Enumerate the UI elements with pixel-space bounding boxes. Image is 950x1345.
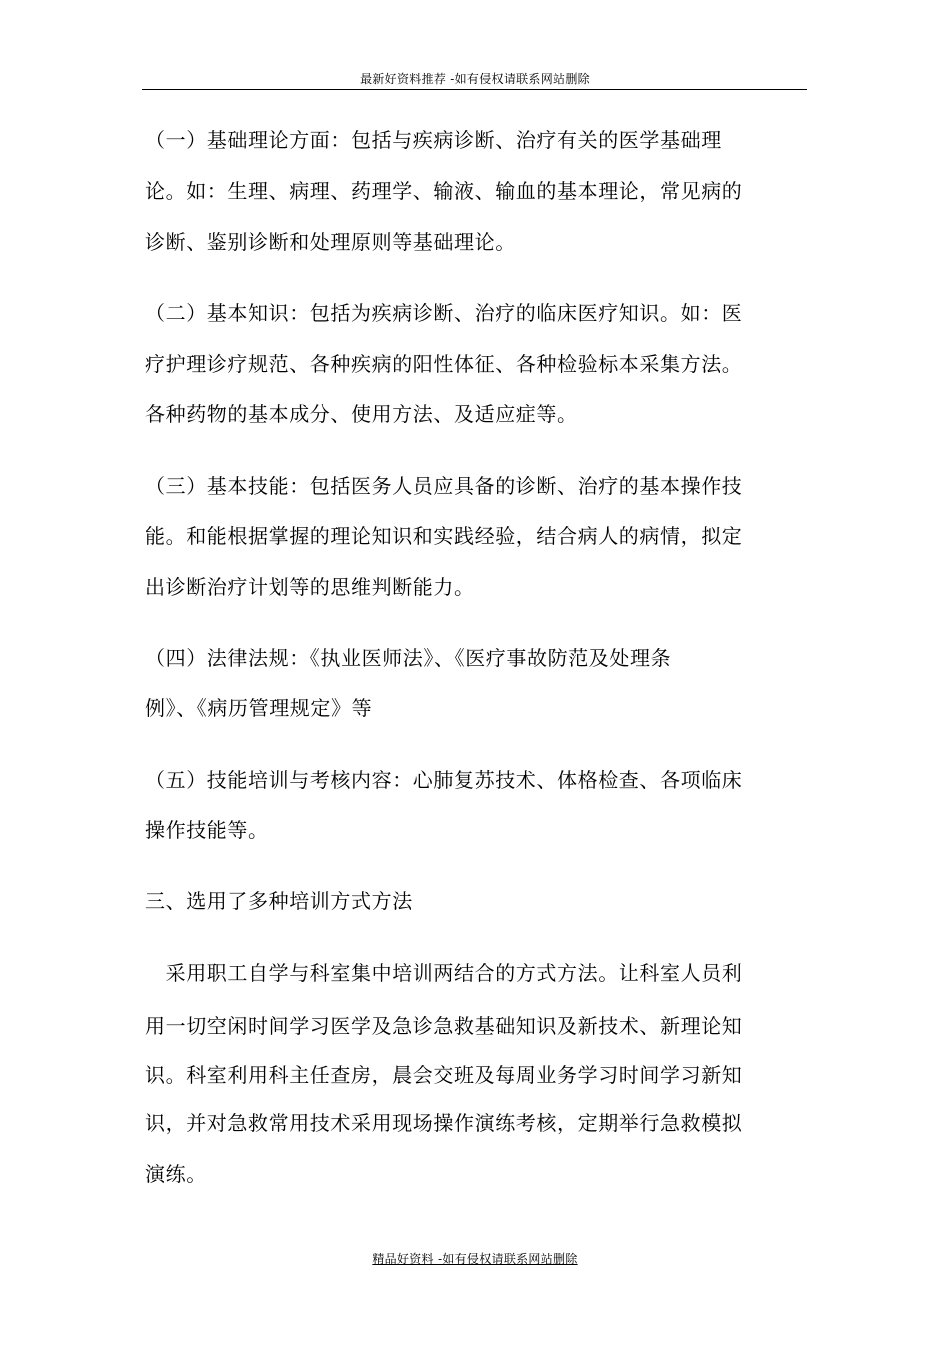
section-5-line-2: 操作技能等。: [145, 818, 269, 842]
section-3-line-2: 能。和能根据掌握的理论知识和实践经验，结合病人的病情，拟定: [145, 524, 743, 548]
paragraph-line-2: 用一切空闲时间学习医学及急诊急救基础知识及新技术、新理论知: [145, 1014, 743, 1038]
page-header: 最新好资料推荐 -如有侵权请联系网站删除: [360, 72, 590, 86]
section-3-line-3: 出诊断治疗计划等的思维判断能力。: [145, 575, 475, 599]
paragraph-line-3: 识。科室利用科主任查房，晨会交班及每周业务学习时间学习新知: [145, 1063, 743, 1087]
section-2-line-2: 疗护理诊疗规范、各种疾病的阳性体征、各种检验标本采集方法。: [145, 352, 743, 376]
heading-training-methods: 三、选用了多种培训方式方法: [145, 889, 413, 913]
section-1-line-1: （一）基础理论方面：包括与疾病诊断、治疗有关的医学基础理: [145, 128, 722, 152]
section-1-line-2: 论。如：生理、病理、药理学、输液、输血的基本理论，常见病的: [145, 179, 743, 203]
section-4-line-2: 例》、《病历管理规定》等: [145, 696, 373, 720]
section-5-line-1: （五）技能培训与考核内容：心肺复苏技术、体格检查、各项临床: [145, 768, 743, 792]
section-2-line-3: 各种药物的基本成分、使用方法、及适应症等。: [145, 402, 578, 426]
paragraph-line-1: 采用职工自学与科室集中培训两结合的方式方法。让科室人员利: [145, 961, 743, 985]
page-footer: 精品好资料 -如有侵权请联系网站删除: [372, 1252, 578, 1266]
section-3-line-1: （三）基本技能：包括医务人员应具备的诊断、治疗的基本操作技: [145, 474, 743, 498]
paragraph-line-5: 演练。: [145, 1162, 207, 1186]
header-rule: [142, 89, 807, 90]
section-4-line-1: （四）法律法规：《执业医师法》、《医疗事故防范及处理条: [145, 646, 672, 670]
section-2-line-1: （二）基本知识：包括为疾病诊断、治疗的临床医疗知识。如：医: [145, 301, 743, 325]
paragraph-line-4: 识，并对急救常用技术采用现场操作演练考核，定期举行急救模拟: [145, 1111, 743, 1135]
section-1-line-3: 诊断、鉴别诊断和处理原则等基础理论。: [145, 230, 516, 254]
